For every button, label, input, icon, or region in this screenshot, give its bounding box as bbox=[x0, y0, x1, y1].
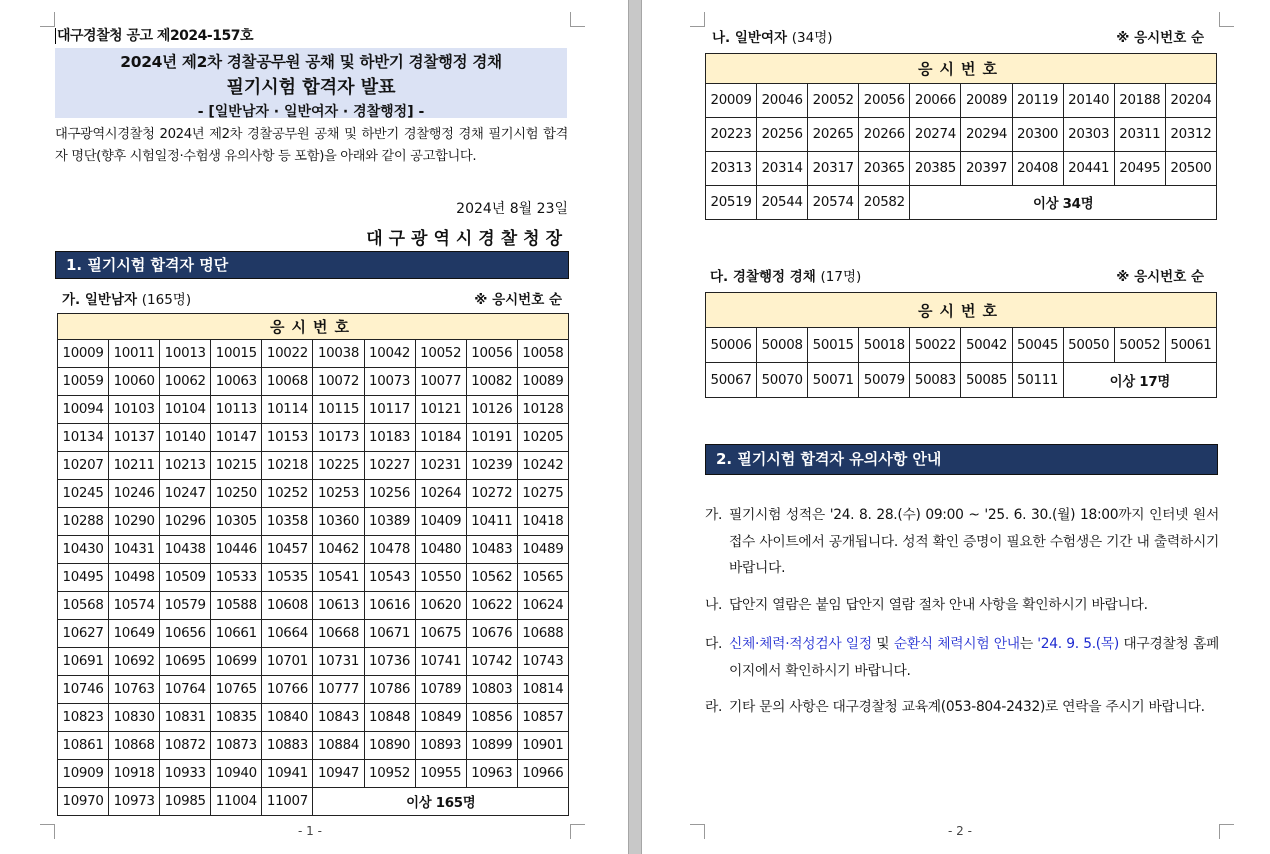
exam-number-cell: 10042 bbox=[364, 340, 415, 368]
exam-number-cell: 10205 bbox=[517, 424, 568, 452]
exam-number-cell: 10699 bbox=[211, 648, 262, 676]
exam-number-cell: 10462 bbox=[313, 536, 364, 564]
exam-number-cell: 20300 bbox=[1012, 118, 1063, 152]
exam-number-cell: 10275 bbox=[517, 480, 568, 508]
exam-number-cell: 20519 bbox=[706, 186, 757, 220]
exam-number-cell: 10483 bbox=[466, 536, 517, 564]
issuing-organization: 대구광역시경찰청장 bbox=[366, 229, 568, 249]
note-c: 다. 신체·체력·적성검사 일정 및 순환식 체력시험 안내는 '24. 9. 5.(목) 대구경찰청 홈페이지에서 확인하시기 바랍니다. bbox=[705, 636, 1219, 679]
exam-number-cell: 20223 bbox=[706, 118, 757, 152]
exam-number-cell: 10062 bbox=[160, 368, 211, 396]
exam-number-cell: 10843 bbox=[313, 704, 364, 732]
exam-number-cell: 10656 bbox=[160, 620, 211, 648]
exam-number-cell: 10495 bbox=[58, 564, 109, 592]
exam-number-cell: 10489 bbox=[517, 536, 568, 564]
exam-number-cell: 10068 bbox=[262, 368, 313, 396]
exam-number-cell: 10215 bbox=[211, 452, 262, 480]
exam-number-cell: 10909 bbox=[58, 760, 109, 788]
exam-number-cell: 10103 bbox=[109, 396, 160, 424]
table-row bbox=[706, 152, 1217, 186]
exam-number-cell: 10952 bbox=[364, 760, 415, 788]
exam-number-cell: 10588 bbox=[211, 592, 262, 620]
exam-number-cell: 10985 bbox=[160, 788, 211, 816]
exam-number-cell: 10211 bbox=[109, 452, 160, 480]
exam-number-cell: 20140 bbox=[1063, 84, 1114, 118]
exam-number-cell: 10256 bbox=[364, 480, 415, 508]
exam-number-cell: 10664 bbox=[262, 620, 313, 648]
exam-number-cell: 10543 bbox=[364, 564, 415, 592]
exam-number-cell: 10777 bbox=[313, 676, 364, 704]
exam-number-cell: 20188 bbox=[1114, 84, 1165, 118]
exam-number-cell: 10533 bbox=[211, 564, 262, 592]
exam-number-cell: 10183 bbox=[364, 424, 415, 452]
exam-number-cell: 20500 bbox=[1165, 152, 1216, 186]
exam-number-cell: 20265 bbox=[808, 118, 859, 152]
exam-number-cell: 10868 bbox=[109, 732, 160, 760]
table-row bbox=[58, 368, 569, 396]
exam-number-cell: 10128 bbox=[517, 396, 568, 424]
exam-number-cell: 10247 bbox=[160, 480, 211, 508]
exam-number-cell: 10225 bbox=[313, 452, 364, 480]
exam-number-cell: 20313 bbox=[706, 152, 757, 186]
exam-number-cell: 10568 bbox=[58, 592, 109, 620]
exam-number-cell: 10890 bbox=[364, 732, 415, 760]
table-header: 응시번호 bbox=[706, 54, 1217, 84]
exam-number-cell: 20046 bbox=[757, 84, 808, 118]
exam-number-cell: 10009 bbox=[58, 340, 109, 368]
crop-mark bbox=[40, 824, 55, 839]
subsection-a-label: 가. 일반남자 (165명) bbox=[62, 292, 192, 308]
exam-number-cell: 10430 bbox=[58, 536, 109, 564]
exam-number-cell: 10290 bbox=[109, 508, 160, 536]
table-row bbox=[58, 396, 569, 424]
exam-number-cell: 10077 bbox=[415, 368, 466, 396]
table-row bbox=[706, 186, 1217, 220]
exam-number-cell: 10940 bbox=[211, 760, 262, 788]
exam-number-cell: 20574 bbox=[808, 186, 859, 220]
table-total: 이상 34명 bbox=[910, 186, 1217, 220]
exam-number-cell: 20365 bbox=[859, 152, 910, 186]
exam-number-cell: 10933 bbox=[160, 760, 211, 788]
title-box bbox=[55, 48, 567, 118]
table-row bbox=[706, 328, 1217, 363]
exam-number-cell: 10741 bbox=[415, 648, 466, 676]
exam-number-cell: 10616 bbox=[364, 592, 415, 620]
exam-number-cell: 20256 bbox=[757, 118, 808, 152]
sort-note: ※ 응시번호 순 bbox=[1116, 269, 1204, 285]
table-row bbox=[58, 452, 569, 480]
exam-number-cell: 10814 bbox=[517, 676, 568, 704]
table-row bbox=[58, 676, 569, 704]
exam-number-cell: 20408 bbox=[1012, 152, 1063, 186]
exam-number-cell: 50022 bbox=[910, 328, 961, 363]
exam-number-cell: 10743 bbox=[517, 648, 568, 676]
exam-number-cell: 20294 bbox=[961, 118, 1012, 152]
exam-number-cell: 10823 bbox=[58, 704, 109, 732]
exam-number-cell: 10358 bbox=[262, 508, 313, 536]
exam-number-cell: 50085 bbox=[961, 363, 1012, 398]
table-row bbox=[58, 760, 569, 788]
exam-number-cell: 10104 bbox=[160, 396, 211, 424]
exam-number-cell: 50067 bbox=[706, 363, 757, 398]
exam-number-cell: 20056 bbox=[859, 84, 910, 118]
title-line-3: - [일반남자 · 일반여자 · 경찰행정] - bbox=[197, 104, 425, 120]
exam-number-cell: 20582 bbox=[859, 186, 910, 220]
exam-number-cell: 10550 bbox=[415, 564, 466, 592]
exam-number-cell: 10191 bbox=[466, 424, 517, 452]
exam-number-cell: 10082 bbox=[466, 368, 517, 396]
exam-number-cell: 20441 bbox=[1063, 152, 1114, 186]
exam-number-cell: 10901 bbox=[517, 732, 568, 760]
exam-number-cell: 10649 bbox=[109, 620, 160, 648]
exam-number-cell: 10574 bbox=[109, 592, 160, 620]
subsection-b-label: 나. 일반여자 (34명) bbox=[712, 30, 833, 46]
exam-number-cell: 10668 bbox=[313, 620, 364, 648]
exam-number-cell: 10742 bbox=[466, 648, 517, 676]
exam-number-cell: 10627 bbox=[58, 620, 109, 648]
exam-number-cell: 10899 bbox=[466, 732, 517, 760]
table-row bbox=[58, 508, 569, 536]
exam-number-cell: 10052 bbox=[415, 340, 466, 368]
exam-number-cell: 10409 bbox=[415, 508, 466, 536]
sort-note: ※ 응시번호 순 bbox=[1116, 30, 1204, 46]
exam-number-cell: 10411 bbox=[466, 508, 517, 536]
exam-number-cell: 20303 bbox=[1063, 118, 1114, 152]
exam-number-cell: 10246 bbox=[109, 480, 160, 508]
table-row bbox=[706, 84, 1217, 118]
exam-number-cell: 10115 bbox=[313, 396, 364, 424]
note-c-date: '24. 9. 5.(목) bbox=[1037, 636, 1119, 652]
exam-number-cell: 10701 bbox=[262, 648, 313, 676]
table-total: 이상 165명 bbox=[313, 788, 569, 816]
exam-number-cell: 50018 bbox=[859, 328, 910, 363]
exam-number-cell: 10941 bbox=[262, 760, 313, 788]
table-row bbox=[58, 564, 569, 592]
title-line-2: 필기시험 합격자 발표 bbox=[226, 77, 396, 98]
exam-number-cell: 10059 bbox=[58, 368, 109, 396]
exam-number-cell: 10856 bbox=[466, 704, 517, 732]
exam-number-cell: 10608 bbox=[262, 592, 313, 620]
exam-number-cell: 10893 bbox=[415, 732, 466, 760]
exam-number-cell: 10058 bbox=[517, 340, 568, 368]
exam-number-cell: 10947 bbox=[313, 760, 364, 788]
exam-number-cell: 10835 bbox=[211, 704, 262, 732]
note-a: 가. 필기시험 성적은 '24. 8. 28.(수) 09:00 ~ '25. 6. 30.(월) 18:00까지 인터넷 원서접수 사이트에서 공개됩니다. 성적 확인 증명이 필요한 수험생은 기간 내 출력하시기 바랍니다. bbox=[705, 507, 1219, 576]
exam-number-cell: 10746 bbox=[58, 676, 109, 704]
exam-number-cell: 10305 bbox=[211, 508, 262, 536]
table-row bbox=[58, 620, 569, 648]
exam-number-cell: 10848 bbox=[364, 704, 415, 732]
exam-number-cell: 50061 bbox=[1165, 328, 1216, 363]
exam-number-cell: 10121 bbox=[415, 396, 466, 424]
exam-number-cell: 10883 bbox=[262, 732, 313, 760]
exam-number-cell: 20119 bbox=[1012, 84, 1063, 118]
exam-number-cell: 10126 bbox=[466, 396, 517, 424]
table-row bbox=[58, 340, 569, 368]
exam-number-cell: 10565 bbox=[517, 564, 568, 592]
exam-number-cell: 10218 bbox=[262, 452, 313, 480]
exam-number-cell: 10073 bbox=[364, 368, 415, 396]
exam-number-cell: 10830 bbox=[109, 704, 160, 732]
exam-number-cell: 10252 bbox=[262, 480, 313, 508]
exam-number-cell: 10786 bbox=[364, 676, 415, 704]
exam-number-cell: 10688 bbox=[517, 620, 568, 648]
exam-number-cell: 10624 bbox=[517, 592, 568, 620]
exam-number-cell: 10207 bbox=[58, 452, 109, 480]
table-header: 응시번호 bbox=[706, 293, 1217, 328]
exam-number-cell: 10389 bbox=[364, 508, 415, 536]
exam-number-cell: 10140 bbox=[160, 424, 211, 452]
section-2-header: 2. 필기시험 합격자 유의사항 안내 bbox=[705, 444, 1218, 475]
exam-number-cell: 10766 bbox=[262, 676, 313, 704]
exam-number-cell: 10671 bbox=[364, 620, 415, 648]
exam-number-cell: 10013 bbox=[160, 340, 211, 368]
exam-number-cell: 10884 bbox=[313, 732, 364, 760]
table-row bbox=[58, 648, 569, 676]
table-row bbox=[58, 788, 569, 816]
exam-number-cell: 10579 bbox=[160, 592, 211, 620]
exam-number-cell: 10973 bbox=[109, 788, 160, 816]
exam-number-cell: 10970 bbox=[58, 788, 109, 816]
exam-number-cell: 10253 bbox=[313, 480, 364, 508]
exam-number-cell: 20274 bbox=[910, 118, 961, 152]
crop-mark bbox=[1219, 824, 1234, 839]
table-row bbox=[706, 363, 1217, 398]
exam-number-cell: 10114 bbox=[262, 396, 313, 424]
exam-number-cell: 10213 bbox=[160, 452, 211, 480]
notice-number: 대구경찰청 공고 제2024-157호 bbox=[57, 28, 253, 44]
exam-number-cell: 10446 bbox=[211, 536, 262, 564]
link-fitness-guide: 순환식 체력시험 안내 bbox=[893, 636, 1020, 652]
exam-number-cell: 10250 bbox=[211, 480, 262, 508]
table-row bbox=[58, 704, 569, 732]
exam-number-cell: 20204 bbox=[1165, 84, 1216, 118]
exam-number-cell: 10803 bbox=[466, 676, 517, 704]
exam-number-cell: 20544 bbox=[757, 186, 808, 220]
exam-number-cell: 10173 bbox=[313, 424, 364, 452]
exam-number-cell: 50083 bbox=[910, 363, 961, 398]
page-number: - 2 - bbox=[948, 824, 972, 838]
exam-number-cell: 50042 bbox=[961, 328, 1012, 363]
exam-number-cell: 10231 bbox=[415, 452, 466, 480]
exam-number-cell: 10094 bbox=[58, 396, 109, 424]
exam-number-cell: 11004 bbox=[211, 788, 262, 816]
exam-number-cell: 10147 bbox=[211, 424, 262, 452]
exam-number-cell: 10184 bbox=[415, 424, 466, 452]
exam-number-cell: 10562 bbox=[466, 564, 517, 592]
exam-number-cell: 10022 bbox=[262, 340, 313, 368]
exam-number-cell: 10872 bbox=[160, 732, 211, 760]
exam-number-cell: 10418 bbox=[517, 508, 568, 536]
exam-number-cell: 10498 bbox=[109, 564, 160, 592]
exam-number-cell: 10296 bbox=[160, 508, 211, 536]
exam-number-cell: 20495 bbox=[1114, 152, 1165, 186]
exam-number-cell: 10840 bbox=[262, 704, 313, 732]
exam-number-cell: 20317 bbox=[808, 152, 859, 186]
exam-number-cell: 10695 bbox=[160, 648, 211, 676]
exam-number-cell: 10360 bbox=[313, 508, 364, 536]
exam-number-cell: 10963 bbox=[466, 760, 517, 788]
exam-number-cell: 10955 bbox=[415, 760, 466, 788]
table-total: 이상 17명 bbox=[1063, 363, 1216, 398]
exam-number-cell: 10431 bbox=[109, 536, 160, 564]
exam-number-cell: 10457 bbox=[262, 536, 313, 564]
link-schedule: 신체·체력·적성검사 일정 bbox=[729, 636, 872, 652]
exam-number-cell: 10849 bbox=[415, 704, 466, 732]
note-b: 나. 답안지 열람은 붙임 답안지 열람 절차 안내 사항을 확인하시기 바랍니다. bbox=[705, 597, 1148, 613]
title-line-1: 2024년 제2차 경찰공무원 공채 및 하반기 경찰행정 경채 bbox=[120, 53, 502, 71]
document-page-1 bbox=[0, 0, 628, 854]
exam-number-cell: 20089 bbox=[961, 84, 1012, 118]
exam-number-cell: 10918 bbox=[109, 760, 160, 788]
table-row bbox=[58, 480, 569, 508]
exam-number-cell: 10691 bbox=[58, 648, 109, 676]
exam-number-cell: 10272 bbox=[466, 480, 517, 508]
exam-number-cell: 10480 bbox=[415, 536, 466, 564]
exam-number-cell: 10015 bbox=[211, 340, 262, 368]
table-general-male bbox=[57, 313, 569, 816]
exam-number-cell: 50015 bbox=[808, 328, 859, 363]
exam-number-cell: 10478 bbox=[364, 536, 415, 564]
exam-number-cell: 10137 bbox=[109, 424, 160, 452]
exam-number-cell: 10242 bbox=[517, 452, 568, 480]
exam-number-cell: 10861 bbox=[58, 732, 109, 760]
crop-mark bbox=[690, 824, 705, 839]
exam-number-cell: 10038 bbox=[313, 340, 364, 368]
exam-number-cell: 20266 bbox=[859, 118, 910, 152]
table-header: 응시번호 bbox=[58, 314, 569, 340]
exam-number-cell: 10731 bbox=[313, 648, 364, 676]
intro-paragraph: 대구광역시경찰청 2024년 제2차 경찰공무원 공채 및 하반기 경찰행정 경채 필기시험 합격자 명단(향후 시험일정·수험생 유의사항 등 포함)을 아래와 같이 공고합니다. bbox=[55, 127, 568, 164]
exam-number-cell: 10676 bbox=[466, 620, 517, 648]
page-number: - 1 - bbox=[298, 824, 322, 838]
exam-number-cell: 50111 bbox=[1012, 363, 1063, 398]
exam-number-cell: 50052 bbox=[1114, 328, 1165, 363]
exam-number-cell: 10765 bbox=[211, 676, 262, 704]
exam-number-cell: 10535 bbox=[262, 564, 313, 592]
exam-number-cell: 10288 bbox=[58, 508, 109, 536]
exam-number-cell: 20385 bbox=[910, 152, 961, 186]
exam-number-cell: 50050 bbox=[1063, 328, 1114, 363]
exam-number-cell: 11007 bbox=[262, 788, 313, 816]
crop-mark bbox=[40, 12, 55, 27]
table-row bbox=[58, 732, 569, 760]
exam-number-cell: 10736 bbox=[364, 648, 415, 676]
table-row bbox=[706, 118, 1217, 152]
crop-mark bbox=[690, 12, 705, 27]
exam-number-cell: 10509 bbox=[160, 564, 211, 592]
exam-number-cell: 10072 bbox=[313, 368, 364, 396]
note-d: 라. 기타 문의 사항은 대구경찰청 교육계(053-804-2432)로 연락을 주시기 바랍니다. bbox=[705, 699, 1205, 715]
exam-number-cell: 10060 bbox=[109, 368, 160, 396]
table-row bbox=[58, 592, 569, 620]
exam-number-cell: 50008 bbox=[757, 328, 808, 363]
sort-note: ※ 응시번호 순 bbox=[474, 292, 562, 308]
exam-number-cell: 10117 bbox=[364, 396, 415, 424]
exam-number-cell: 50045 bbox=[1012, 328, 1063, 363]
table-row bbox=[58, 536, 569, 564]
exam-number-cell: 10227 bbox=[364, 452, 415, 480]
exam-number-cell: 50070 bbox=[757, 363, 808, 398]
exam-number-cell: 10622 bbox=[466, 592, 517, 620]
table-police-admin bbox=[705, 292, 1217, 398]
exam-number-cell: 20066 bbox=[910, 84, 961, 118]
exam-number-cell: 10873 bbox=[211, 732, 262, 760]
exam-number-cell: 10245 bbox=[58, 480, 109, 508]
exam-number-cell: 10011 bbox=[109, 340, 160, 368]
exam-number-cell: 10063 bbox=[211, 368, 262, 396]
section-1-header: 1. 필기시험 합격자 명단 bbox=[55, 251, 569, 279]
exam-number-cell: 50006 bbox=[706, 328, 757, 363]
exam-number-cell: 10239 bbox=[466, 452, 517, 480]
exam-number-cell: 10113 bbox=[211, 396, 262, 424]
exam-number-cell: 10620 bbox=[415, 592, 466, 620]
subsection-c-label: 다. 경찰행정 경채 (17명) bbox=[710, 269, 862, 285]
exam-number-cell: 10857 bbox=[517, 704, 568, 732]
exam-number-cell: 10692 bbox=[109, 648, 160, 676]
exam-number-cell: 10089 bbox=[517, 368, 568, 396]
exam-number-cell: 50071 bbox=[808, 363, 859, 398]
exam-number-cell: 20312 bbox=[1165, 118, 1216, 152]
exam-number-cell: 10134 bbox=[58, 424, 109, 452]
exam-number-cell: 10153 bbox=[262, 424, 313, 452]
crop-mark bbox=[570, 12, 585, 27]
announcement-date: 2024년 8월 23일 bbox=[456, 201, 568, 217]
exam-number-cell: 10541 bbox=[313, 564, 364, 592]
exam-number-cell: 20311 bbox=[1114, 118, 1165, 152]
exam-number-cell: 10264 bbox=[415, 480, 466, 508]
exam-number-cell: 10661 bbox=[211, 620, 262, 648]
exam-number-cell: 10675 bbox=[415, 620, 466, 648]
exam-number-cell: 50079 bbox=[859, 363, 910, 398]
exam-number-cell: 20009 bbox=[706, 84, 757, 118]
exam-number-cell: 10438 bbox=[160, 536, 211, 564]
table-row bbox=[58, 424, 569, 452]
exam-number-cell: 10831 bbox=[160, 704, 211, 732]
exam-number-cell: 20314 bbox=[757, 152, 808, 186]
exam-number-cell: 20397 bbox=[961, 152, 1012, 186]
table-general-female bbox=[705, 53, 1217, 220]
exam-number-cell: 20052 bbox=[808, 84, 859, 118]
exam-number-cell: 10966 bbox=[517, 760, 568, 788]
exam-number-cell: 10764 bbox=[160, 676, 211, 704]
exam-number-cell: 10789 bbox=[415, 676, 466, 704]
exam-number-cell: 10056 bbox=[466, 340, 517, 368]
exam-number-cell: 10613 bbox=[313, 592, 364, 620]
exam-number-cell: 10763 bbox=[109, 676, 160, 704]
crop-mark bbox=[570, 824, 585, 839]
page-gutter bbox=[628, 0, 642, 854]
crop-mark bbox=[1219, 12, 1234, 27]
